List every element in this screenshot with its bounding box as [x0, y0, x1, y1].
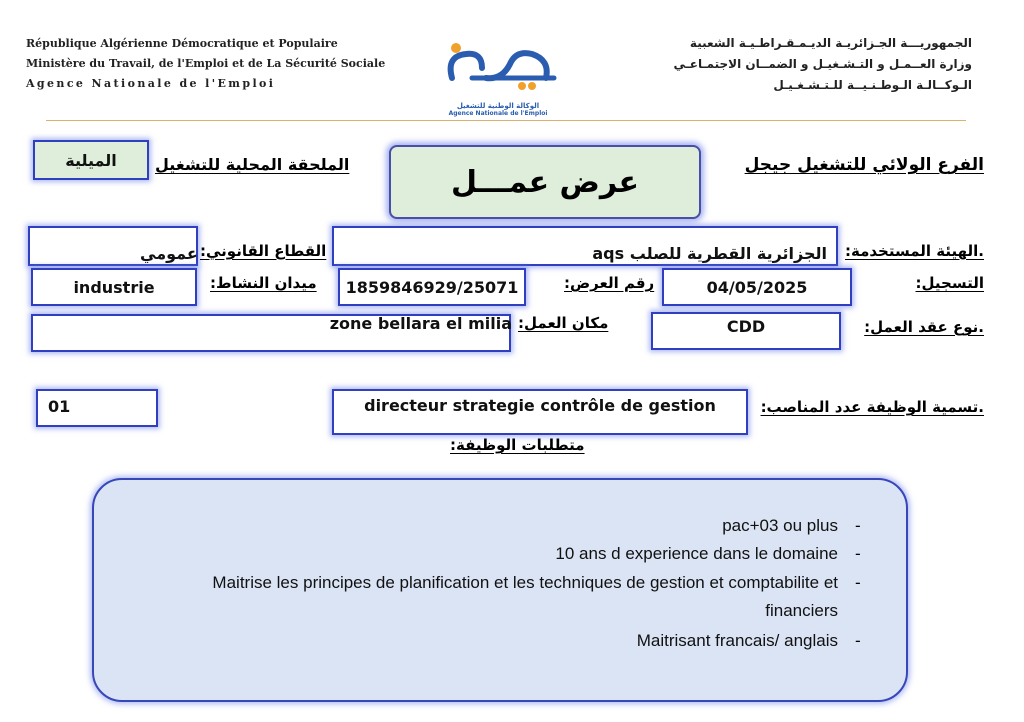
offer-number-box — [338, 268, 526, 306]
header-fr-republic: République Algérienne Démocratique et Populaire — [26, 37, 338, 50]
employer-label: .الهيئة المستخدمة: — [844, 242, 984, 260]
header-ar-ministry: وزارة العــمـل و التـشـغيـل و الضمــان الاجتمـاعـي — [673, 57, 972, 71]
local-office-box — [33, 140, 149, 180]
job-title-box — [332, 389, 748, 435]
job-title-value: directeur strategie contrôle de gestion — [364, 396, 716, 415]
requirement-bullet: - — [855, 516, 861, 535]
contract-box — [651, 312, 841, 350]
registration-box — [662, 268, 852, 306]
activity-box — [31, 268, 197, 306]
requirement-bullet: - — [855, 631, 861, 650]
requirement-item: pac+03 ou plus — [722, 516, 838, 535]
anem-logo-icon — [432, 34, 564, 98]
positions-value: 01 — [48, 397, 71, 416]
requirement-item: Maitrise les principes de planification et les techniques de gestion et comptabilite et — [212, 573, 838, 592]
sector-value: عمومي — [140, 244, 198, 263]
sector-label: القطاع القانوني: — [200, 242, 327, 260]
offer-title-box — [389, 145, 701, 219]
logo-caption-fr: Agence Nationale de l'Emploi — [448, 110, 548, 117]
anem-logo — [432, 34, 564, 117]
offer-number-label: رقم العرض: — [564, 274, 655, 292]
offer-title: عرض عمـــل — [450, 164, 640, 200]
header-fr-ministry: Ministère du Travail, de l'Emploi et de La Sécurité Sociale — [26, 57, 386, 70]
wilaya-branch: الفرع الولائي للتشغيل جيجل — [744, 155, 984, 175]
offer-number-value: 1859846929/25071 — [345, 277, 519, 297]
header-fr-agency: Agence Nationale de l'Emploi — [26, 77, 276, 90]
requirement-bullet: - — [855, 544, 861, 563]
workplace-value: zone bellara el milia — [329, 314, 512, 333]
header-ar-republic: الجمهوريـــة الجـزائريـة الديـمـقـراطـيـة الشعبية — [689, 36, 972, 50]
local-office-value: الميلية — [65, 150, 117, 170]
workplace-label: مكان العمل: — [518, 314, 609, 332]
requirements-label: متطلبات الوظيفة: — [450, 436, 585, 454]
job-title-label: .تسمية الوظيفة عدد المناصب: — [760, 398, 984, 416]
logo-caption-ar: الوكالة الوطنية للتشغيل — [456, 102, 540, 110]
activity-label: ميدان النشاط: — [210, 274, 317, 292]
requirement-item-continuation: financiers — [765, 601, 838, 620]
employer-value: الجزائرية القطرية للصلب aqs — [592, 244, 827, 263]
requirement-bullet: - — [855, 573, 861, 592]
activity-value: industrie — [73, 277, 155, 297]
header-divider — [46, 120, 966, 121]
registration-value: 04/05/2025 — [706, 277, 808, 297]
requirement-item: 10 ans d experience dans le domaine — [555, 544, 838, 563]
local-office-label: الملحقة المحلية للتشغيل — [155, 155, 350, 174]
contract-label: .نوع عقد العمل: — [864, 318, 984, 336]
requirement-item: Maitrisant francais/ anglais — [636, 631, 838, 650]
contract-value: CDD — [726, 317, 766, 336]
registration-label: التسجيل: — [915, 274, 984, 292]
header-ar-agency: الـوكــالـة الـوطـنـيــة للـتـشـغـيـل — [773, 78, 972, 92]
